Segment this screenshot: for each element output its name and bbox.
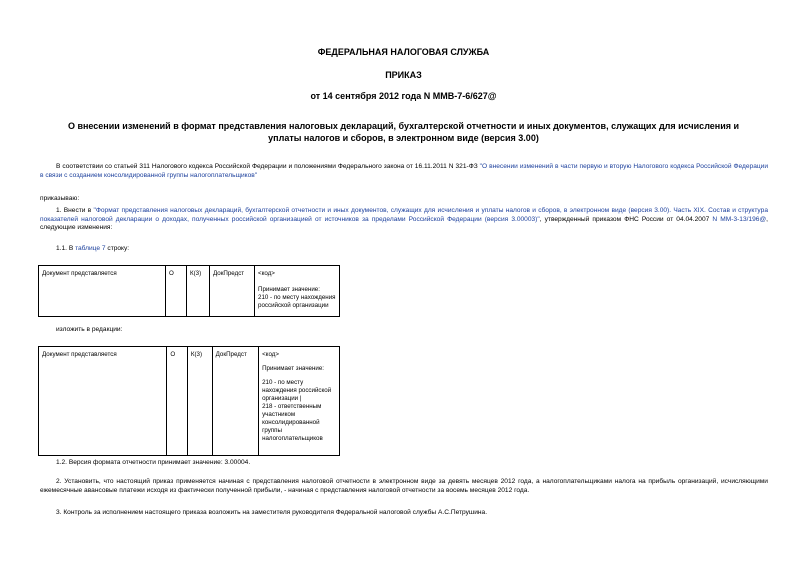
item-1-middle: , утвержденный приказом ФНС России от 04.04.2007 — [539, 215, 713, 223]
order-word: приказываю: — [40, 195, 80, 202]
type-cell: К(3) — [187, 347, 212, 456]
required-cell: О — [167, 347, 187, 456]
item-1-1-suffix: строку: — [105, 245, 130, 252]
agency-heading: ФЕДЕРАЛЬНАЯ НАЛОГОВАЯ СЛУЖБА — [317, 47, 490, 57]
values-cell — [255, 266, 340, 317]
table-7-link[interactable]: таблице 7 — [75, 245, 106, 252]
new-row-table — [38, 346, 340, 456]
document-type-heading: ПРИКАЗ — [385, 70, 422, 80]
item-3-paragraph: 3. Контроль за исполнением настоящего приказа возложить на заместителя руководителя Федеральной налоговой службы А.С.Петрушина. — [56, 509, 488, 516]
item-1-1-paragraph — [56, 245, 456, 254]
item-1-1-prefix: 1.1. В — [56, 245, 76, 252]
type-cell: К(3) — [187, 266, 210, 317]
preamble-paragraph — [40, 163, 768, 180]
values-label: Принимает значение: — [262, 365, 325, 372]
item-1-prefix: 1. Внести в — [56, 207, 94, 214]
field-name-cell: Документ представляется — [39, 347, 167, 456]
preamble-text: В соответствии со статьей 311 Налогового кодекса Российской Федерации и положениями Федерального закона от 16.11.2011 N 321-ФЗ — [56, 163, 480, 170]
element-name-cell: ДокПредст — [212, 347, 258, 456]
element-name-cell: ДокПредст — [210, 266, 255, 317]
values-cell — [259, 347, 340, 456]
order-number-link[interactable]: N ММ-3-13/196@ — [712, 215, 767, 223]
item-1-suffix: , следующие изменения: — [40, 215, 769, 232]
values-label: Принимает значение: — [258, 286, 320, 293]
document-title: О внесении изменений в формат представления налоговых деклараций, бухгалтерской отчетности и иных документов, служащих для исчисления и уплаты налогов и сборов, в электронном виде (версия 3.00) — [67, 121, 740, 143]
restate-text: изложить в редакции: — [56, 326, 123, 333]
document-date-heading: от 14 сентября 2012 года N ММВ-7-6/627@ — [310, 91, 497, 101]
table-row — [39, 347, 340, 456]
code-label: <код> — [262, 351, 279, 358]
field-name-cell: Документ представляется — [39, 266, 166, 317]
value-210: 210 - по месту нахождения российской организации | — [262, 379, 332, 402]
original-row-table — [38, 265, 340, 317]
item-1-2-paragraph: 1.2. Версия формата отчетности принимает значение: 3.00004. — [56, 459, 251, 466]
table-row — [39, 266, 340, 317]
item-2-paragraph: 2. Установить, что настоящий приказ применяется начиная с представления налоговой отчетности в электронном виде за девять месяцев 2012 года, а налогоплательщиками налога на прибыль организаций, исчисляющими ежемесячные авансовые платежи исходя из фактически полученной прибыли, - начиная с представления налоговой отчетности за восемь месяцев 2012 года. — [40, 478, 768, 494]
item-1-paragraph — [40, 207, 768, 233]
federal-law-link[interactable]: "О внесении изменений в части первую и вторую Налогового кодекса Российской Федерации в связи с созданием консолидированной группы налогоплательщиков" — [40, 163, 769, 179]
format-part-link[interactable]: "Формат представления налоговых деклараций, бухгалтерской отчетности и иных документов, служащих для исчисления и уплаты налогов и сборов, в электронном виде (версия 3.00). Часть XIX. Состав и структура показателей налоговой декларации о доходах, полученных российской организацией от источников за пределами Российской Федерации (версия 3.00003)" — [40, 207, 768, 223]
required-cell: О — [166, 266, 187, 317]
value-218: 218 - ответственным участником консолидированной группы налогоплательщиков — [262, 403, 323, 442]
code-label: <код> — [258, 270, 275, 277]
value-210: 210 - по месту нахождения российской организации — [258, 294, 336, 309]
